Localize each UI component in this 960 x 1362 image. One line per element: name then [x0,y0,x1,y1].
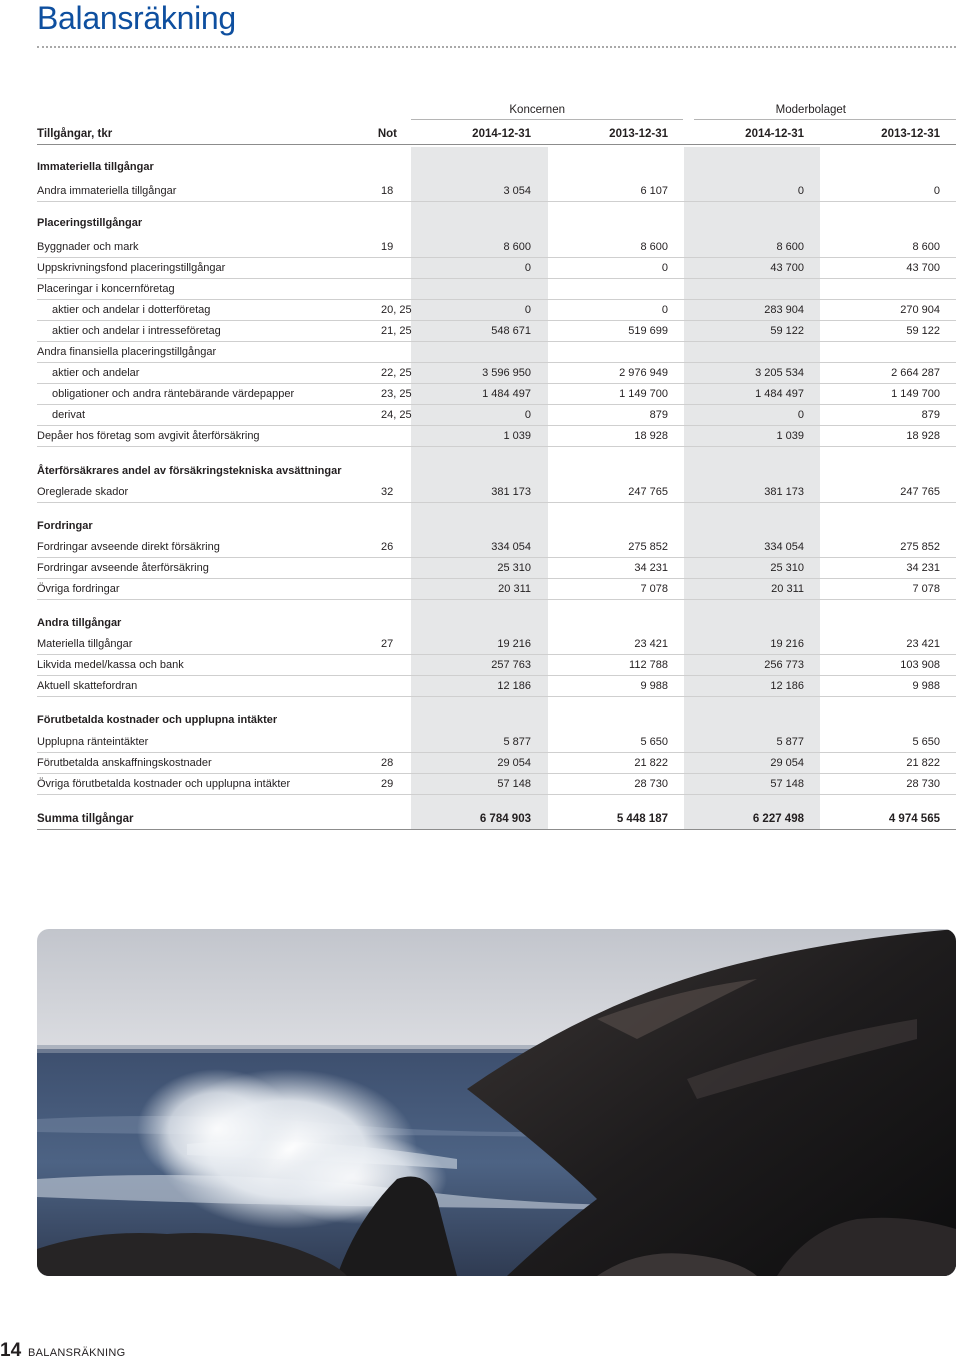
title-divider [37,46,956,48]
footer-section: BALANSRÄKNING [28,1347,126,1359]
header-koncernen-2014: 2014-12-31 [472,128,531,140]
table-row [37,732,956,753]
row-label: Förutbetalda anskaffningskostnader [37,757,212,769]
table-row [37,655,956,676]
row-label: Likvida medel/kassa och bank [37,659,184,671]
value-v1: 0 [524,262,531,274]
table-row [37,426,956,447]
header-koncernen-2013: 2013-12-31 [609,128,668,140]
row-label: Återförsäkrares andel av försäkringstekniska avsättningar [37,465,342,477]
value-v1: 0 [524,409,531,421]
row-label: Andra finansiella placeringstillgångar [37,346,217,358]
value-v2: 23 421 [634,638,668,650]
row-label: aktier och andelar [52,367,140,379]
row-label: Övriga förutbetalda kostnader och upplupna intäkter [37,778,291,790]
value-v3: 57 148 [770,778,804,790]
value-v1: 5 877 [503,736,531,748]
row-label: Aktuell skattefordran [37,680,138,692]
row-label: derivat [52,409,86,421]
value-v1: 20 311 [498,583,531,595]
table-row [37,558,956,579]
page-number: 14 [0,1340,22,1361]
row-label: Materiella tillgångar [37,638,133,650]
value-v2: 247 765 [628,486,668,498]
table-row [37,300,956,321]
total-row [37,809,956,830]
table-row [37,405,956,426]
value-v1: 25 310 [497,562,531,574]
value-v1: 1 039 [503,430,531,442]
value-v1: 57 148 [497,778,531,790]
value-v4: 59 122 [906,325,940,337]
row-label: Andra tillgångar [37,617,122,629]
value-v2: 5 448 187 [616,813,668,825]
value-v1: 6 784 903 [479,813,531,825]
value-v2: 879 [649,409,668,421]
table-row [37,676,956,697]
value-v2: 0 [661,262,668,274]
table-row [37,774,956,795]
table-row [37,482,956,503]
value-v1: 12 186 [497,680,531,692]
table-row [37,181,956,202]
table-row [37,258,956,279]
value-v3: 381 173 [764,486,804,498]
section-heading [37,279,956,300]
section-heading [37,157,956,178]
group-rule-moderbolaget [694,119,956,120]
value-v3: 59 122 [770,325,804,337]
table-row [37,321,956,342]
table-row [37,634,956,655]
page-title: Balansräkning [37,0,236,36]
value-v4: 0 [933,185,940,197]
value-v3: 5 877 [776,736,804,748]
table-row [37,384,956,405]
value-v4: 1 149 700 [891,388,940,400]
value-v2: 2 976 949 [619,367,668,379]
value-v2: 8 600 [640,241,668,253]
value-v2: 6 107 [640,185,668,197]
value-v1: 257 763 [491,659,531,671]
value-v4: 8 600 [912,241,940,253]
value-v3: 256 773 [764,659,804,671]
row-label: Upplupna ränteintäkter [37,736,149,748]
value-v2: 0 [661,304,668,316]
value-v3: 20 311 [771,583,804,595]
note-ref: 27 [381,638,394,650]
value-v4: 23 421 [906,638,940,650]
value-v4: 43 700 [906,262,940,274]
value-v1: 381 173 [491,486,531,498]
note-ref: 29 [381,778,394,790]
note-ref: 22, 25 [381,367,412,379]
value-v4: 270 904 [900,304,940,316]
row-label: Depåer hos företag som avgivit återförsäkring [37,430,260,442]
value-v3: 19 216 [770,638,804,650]
note-ref: 28 [381,757,394,769]
note-ref: 26 [381,541,394,553]
note-ref: 20, 25 [381,304,412,316]
value-v2: 21 822 [634,757,668,769]
value-v3: 1 039 [776,430,804,442]
value-v2: 275 852 [628,541,668,553]
value-v1: 8 600 [503,241,531,253]
row-label: Övriga fordringar [37,583,120,595]
row-label: Fordringar avseende återförsäkring [37,562,209,574]
header-not: Not [377,128,397,140]
note-ref: 19 [381,241,394,253]
value-v1: 3 596 950 [482,367,531,379]
value-v4: 18 928 [906,430,940,442]
header-label: Tillgångar, tkr [37,128,113,140]
value-v2: 112 788 [629,659,668,671]
section-heading [37,516,956,537]
value-v2: 34 231 [634,562,668,574]
group-label-koncernen: Koncernen [509,104,565,116]
table-row [37,237,956,258]
value-v1: 3 054 [503,185,531,197]
row-label: Fordringar [37,520,93,532]
group-label-moderbolaget: Moderbolaget [775,104,846,116]
row-label: Placeringstillgångar [37,217,143,229]
value-v3: 334 054 [764,541,804,553]
note-ref: 24, 25 [381,409,412,421]
value-v2: 28 730 [634,778,668,790]
value-v3: 1 484 497 [755,388,804,400]
value-v4: 2 664 287 [891,367,940,379]
row-label: Andra immateriella tillgångar [37,185,177,197]
value-v1: 29 054 [497,757,531,769]
value-v3: 0 [797,185,804,197]
value-v4: 28 730 [906,778,940,790]
value-v3: 3 205 534 [755,367,804,379]
value-v4: 275 852 [900,541,940,553]
table-row [37,363,956,384]
value-v4: 247 765 [900,486,940,498]
value-v1: 19 216 [497,638,531,650]
row-label: Placeringar i koncernföretag [37,283,175,295]
row-label: Byggnader och mark [37,241,139,253]
value-v3: 25 310 [770,562,804,574]
value-v2: 7 078 [640,583,668,595]
row-label: Fordringar avseende direkt försäkring [37,541,220,553]
value-v4: 103 908 [900,659,940,671]
row-label: aktier och andelar i dotterföretag [52,304,211,316]
value-v4: 34 231 [906,562,940,574]
table-row [37,753,956,774]
table-row [37,537,956,558]
value-v4: 879 [921,409,940,421]
value-v3: 283 904 [764,304,804,316]
row-label: Förutbetalda kostnader och upplupna intäkter [37,714,278,726]
row-label: aktier och andelar i intresseföretag [52,325,221,337]
section-heading [37,461,956,482]
value-v4: 7 078 [912,583,940,595]
value-v2: 9 988 [640,680,668,692]
value-v2: 18 928 [634,430,668,442]
value-v4: 21 822 [906,757,940,769]
header-moderbolaget-2014: 2014-12-31 [745,128,804,140]
row-label: Immateriella tillgångar [37,161,154,173]
value-v3: 29 054 [770,757,804,769]
section-heading [37,710,956,731]
value-v1: 334 054 [491,541,531,553]
table-row [37,579,956,600]
value-v3: 0 [797,409,804,421]
value-v3: 8 600 [776,241,804,253]
value-v3: 43 700 [770,262,804,274]
value-v1: 548 671 [491,325,531,337]
note-ref: 23, 25 [381,388,412,400]
value-v3: 12 186 [770,680,804,692]
section-heading [37,213,956,234]
row-label: Summa tillgångar [37,813,134,825]
header-moderbolaget-2013: 2013-12-31 [881,128,940,140]
note-ref: 21, 25 [381,325,412,337]
value-v1: 1 484 497 [482,388,531,400]
value-v2: 5 650 [640,736,668,748]
note-ref: 32 [381,486,394,498]
value-v2: 519 699 [628,325,668,337]
row-label: Oreglerade skador [37,486,129,498]
value-v4: 5 650 [912,736,940,748]
value-v3: 6 227 498 [752,813,804,825]
section-heading [37,342,956,363]
row-label: Uppskrivningsfond placeringstillgångar [37,262,226,274]
row-label: obligationer och andra räntebärande värdepapper [52,388,295,400]
table-header [37,124,956,145]
value-v2: 1 149 700 [619,388,668,400]
value-v4: 9 988 [912,680,940,692]
coastal-photo [37,929,956,1276]
value-v4: 4 974 565 [888,813,940,825]
value-v1: 0 [524,304,531,316]
note-ref: 18 [381,185,394,197]
section-heading [37,613,956,634]
group-rule-koncernen [411,119,683,120]
